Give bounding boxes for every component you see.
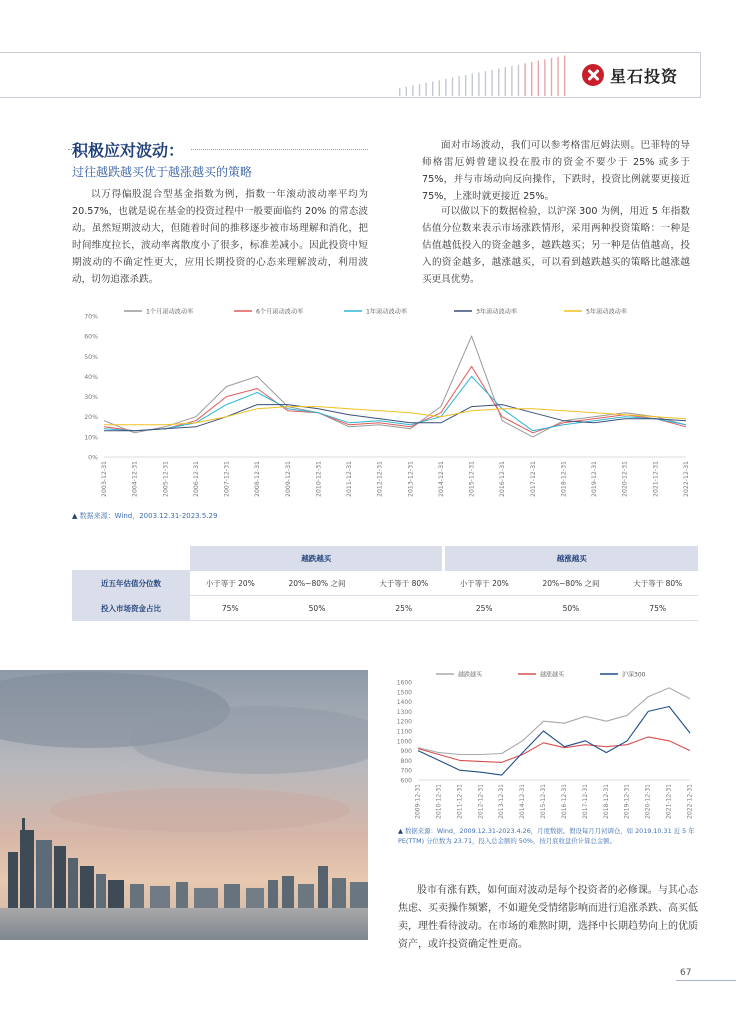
decor-bar: [432, 82, 433, 97]
x-tick-label: 2016-12-31: [560, 784, 568, 819]
x-tick-label: 2018-12-31: [602, 784, 610, 819]
table-cell: 20%~80% 之间: [524, 571, 617, 596]
paragraph-right-1: 面对市场波动，我们可以参考格雷厄姆法则。巴菲特的导师格雷厄姆曾建议投在股市的资金不要少于 25% 或多于 75%，并与市场动向反向操作，下跌时，投资比例就要更接近 75%，上涨时就更接近 25%。: [422, 140, 690, 202]
x-tick-label: 2005-12-31: [162, 461, 170, 497]
x-tick-label: 2020-12-31: [621, 461, 629, 497]
decor-bar: [511, 66, 512, 96]
x-tick-label: 2009-12-31: [414, 784, 422, 819]
decor-bar: [439, 80, 440, 96]
brand-name: 星石投资: [610, 66, 679, 86]
x-tick-label: 2015-12-31: [468, 461, 476, 497]
x-tick-label: 2016-12-31: [499, 461, 507, 497]
x-tick-label: 2022-12-31: [686, 784, 694, 819]
paragraph-bottom: 股市有涨有跌，如何面对波动是每个投资者的必修课。与其心态焦虑、买卖操作频繁，不如避免受情绪影响而进行追涨杀跌、高买低卖，理性看待波动。在市场的难熬时期，选择中长期趋势向上的优质资产，或许投资确定性更高。: [398, 885, 698, 950]
x-tick-label: 2011-12-31: [456, 784, 464, 819]
decor-bar: [485, 71, 486, 96]
decor-bar: [538, 61, 539, 96]
y-tick-label: 0%: [88, 454, 98, 462]
paragraph-right-2: 可以做以下的数据检验，以沪深 300 为例，用近 5 年指数估值分位数来表示市场涨跌情形，采用两种投资策略：一种是估值越低投入的资金越多，越跌越买；另一种是估值越高，投入的资金越多，越涨越买，可以看到越跌越买的策略比越涨越买更具优势。: [422, 206, 690, 285]
brand-logo: [582, 62, 678, 88]
x-tick-label: 2018-12-31: [560, 461, 568, 497]
triangle-icon: ▲: [398, 827, 403, 835]
series-line: [418, 707, 690, 776]
x-tick-label: 2015-12-31: [540, 784, 548, 819]
x-tick-label: 2009-12-31: [284, 461, 292, 497]
y-tick-label: 60%: [84, 333, 98, 341]
page-header: [0, 0, 744, 100]
x-tick-label: 2008-12-31: [254, 461, 262, 497]
chart2-source: [398, 826, 702, 846]
x-tick-label: 2007-12-31: [223, 461, 231, 497]
table-cell: 25%: [364, 596, 444, 621]
x-tick-label: 2011-12-31: [346, 461, 354, 497]
table-cell: 小于等于 20%: [190, 571, 270, 596]
y-tick-label: 70%: [84, 313, 98, 321]
legend-label: 3年滚动波动率: [476, 308, 518, 316]
page-number-rule: [676, 980, 736, 981]
strategy-comparison-chart: [396, 666, 696, 824]
row-header: 投入市场资金占比: [72, 596, 190, 621]
decor-bar: [524, 63, 525, 96]
table-cell: 大于等于 80%: [364, 571, 444, 596]
x-tick-label: 2004-12-31: [131, 461, 139, 497]
x-tick-label: 2014-12-31: [437, 461, 445, 497]
x-tick-label: 2010-12-31: [315, 461, 323, 497]
decor-bar: [412, 85, 413, 96]
x-tick-label: 2021-12-31: [652, 461, 660, 497]
y-tick-label: 1200: [396, 718, 412, 726]
x-tick-label: 2022-12-31: [683, 461, 690, 497]
decor-bar: [478, 72, 479, 96]
table-cell: 75%: [190, 596, 270, 621]
table-cell: 50%: [524, 596, 617, 621]
y-tick-label: 1400: [396, 699, 412, 707]
table-group-header: 越跌越买: [190, 546, 444, 571]
strategy-table: [72, 546, 698, 621]
decor-bar: [465, 75, 466, 96]
table-row: [72, 596, 698, 621]
y-tick-label: 40%: [84, 373, 98, 381]
volatility-chart: [60, 300, 700, 510]
legend-label: 5年滚动波动率: [586, 308, 628, 316]
x-tick-label: 2021-12-31: [665, 784, 673, 819]
decor-bar: [491, 70, 492, 96]
decor-bar: [498, 69, 499, 97]
x-tick-label: 2014-12-31: [519, 784, 527, 819]
table-cell: 50%: [270, 596, 363, 621]
city-skyline-photo: [0, 670, 368, 940]
y-tick-label: 600: [400, 777, 412, 785]
x-tick-label: 2020-12-31: [644, 784, 652, 819]
decor-bar: [406, 87, 407, 96]
decor-bar: [472, 74, 473, 96]
y-tick-label: 1500: [396, 689, 412, 697]
table-corner: [72, 546, 190, 571]
table-cell: 小于等于 20%: [444, 571, 524, 596]
logo-mark-icon: [582, 64, 604, 86]
series-line: [418, 737, 690, 763]
table-cell: 75%: [617, 596, 698, 621]
decorative-bars: [395, 52, 575, 96]
x-tick-label: 2013-12-31: [407, 461, 415, 497]
y-tick-label: 1100: [396, 728, 412, 736]
table-row: [72, 571, 698, 596]
x-tick-label: 2017-12-31: [529, 461, 537, 497]
x-tick-label: 2003-12-31: [101, 461, 108, 497]
decor-bar: [551, 58, 552, 96]
decor-bar: [564, 56, 565, 97]
y-tick-label: 30%: [84, 394, 98, 402]
chart1-source: [72, 511, 217, 521]
decor-bar: [399, 88, 400, 96]
x-tick-label: 2013-12-31: [498, 784, 506, 819]
y-tick-label: 50%: [84, 353, 98, 361]
y-tick-label: 1600: [396, 679, 412, 687]
x-tick-label: 2010-12-31: [435, 784, 443, 819]
x-tick-label: 2017-12-31: [581, 784, 589, 819]
chart1-source-text: 数据来源：Wind，2003.12.31-2023.5.29: [79, 512, 218, 520]
y-tick-label: 10%: [84, 434, 98, 442]
section-subtitle: 过往越跌越买优于越涨越买的策略: [72, 165, 253, 179]
table-cell: 20%~80% 之间: [270, 571, 363, 596]
x-tick-label: 2019-12-31: [591, 461, 599, 497]
x-tick-label: 2006-12-31: [192, 461, 200, 497]
page-number: 67: [680, 968, 692, 978]
row-header: 近五年估值分位数: [72, 571, 190, 596]
section-title: 积极应对波动：: [72, 138, 190, 161]
decor-bar: [518, 65, 519, 96]
y-tick-label: 1300: [396, 708, 412, 716]
decor-bar: [505, 67, 506, 96]
y-tick-label: 20%: [84, 414, 98, 422]
legend-label: 越涨越买: [540, 671, 565, 679]
paragraph-left: 以万得偏股混合型基金指数为例，指数一年滚动波动率平均为 20.57%，也就是说在基金的投资过程中一般要面临约 20% 的常态波动。虽然短期波动大，但随着时间的推移逐步被市场理解和消化，把时间维度拉长，波动率离散度小了很多，标准差减小。因此投资中短期波动的不确定性更大，应用长期投资的心态来理解波动，利用波动，切勿追涨杀跌。: [72, 189, 368, 285]
y-tick-label: 700: [400, 767, 412, 775]
decor-bar: [544, 59, 545, 96]
table-cell: 大于等于 80%: [617, 571, 698, 596]
series-line: [418, 688, 690, 755]
triangle-icon: ▲: [72, 512, 78, 520]
decor-bar: [452, 78, 453, 96]
decor-bar: [445, 79, 446, 96]
y-tick-label: 1000: [396, 738, 412, 746]
legend-label: 1个月滚动波动率: [146, 308, 194, 316]
decor-bar: [458, 76, 459, 96]
decor-bar: [531, 62, 532, 96]
legend-label: 1年滚动波动率: [366, 308, 408, 316]
decor-bar: [557, 57, 558, 96]
table-cell: 25%: [444, 596, 524, 621]
x-tick-label: 2019-12-31: [623, 784, 631, 819]
x-tick-label: 2012-12-31: [376, 461, 384, 497]
chart2-source-text: 数据来源：Wind，2009.12.31-2023.4.26，月度数据。假设每月月初调仓，如 2019.10.31 近 5 年 PE(TTM) 分位数为 23.71，投入总金额的 50%，按月底收盘价计算总金额。: [398, 827, 695, 845]
decor-bar: [425, 83, 426, 96]
x-tick-label: 2012-12-31: [477, 784, 485, 819]
decor-bar: [419, 84, 420, 96]
legend-label: 6个月滚动波动率: [256, 308, 304, 316]
table-group-header: 越涨越买: [444, 546, 698, 571]
legend-label: 沪深300: [622, 671, 646, 679]
section-heading: [72, 138, 372, 180]
y-tick-label: 900: [400, 748, 412, 756]
y-tick-label: 800: [400, 757, 412, 765]
legend-label: 越跌越买: [458, 671, 483, 679]
